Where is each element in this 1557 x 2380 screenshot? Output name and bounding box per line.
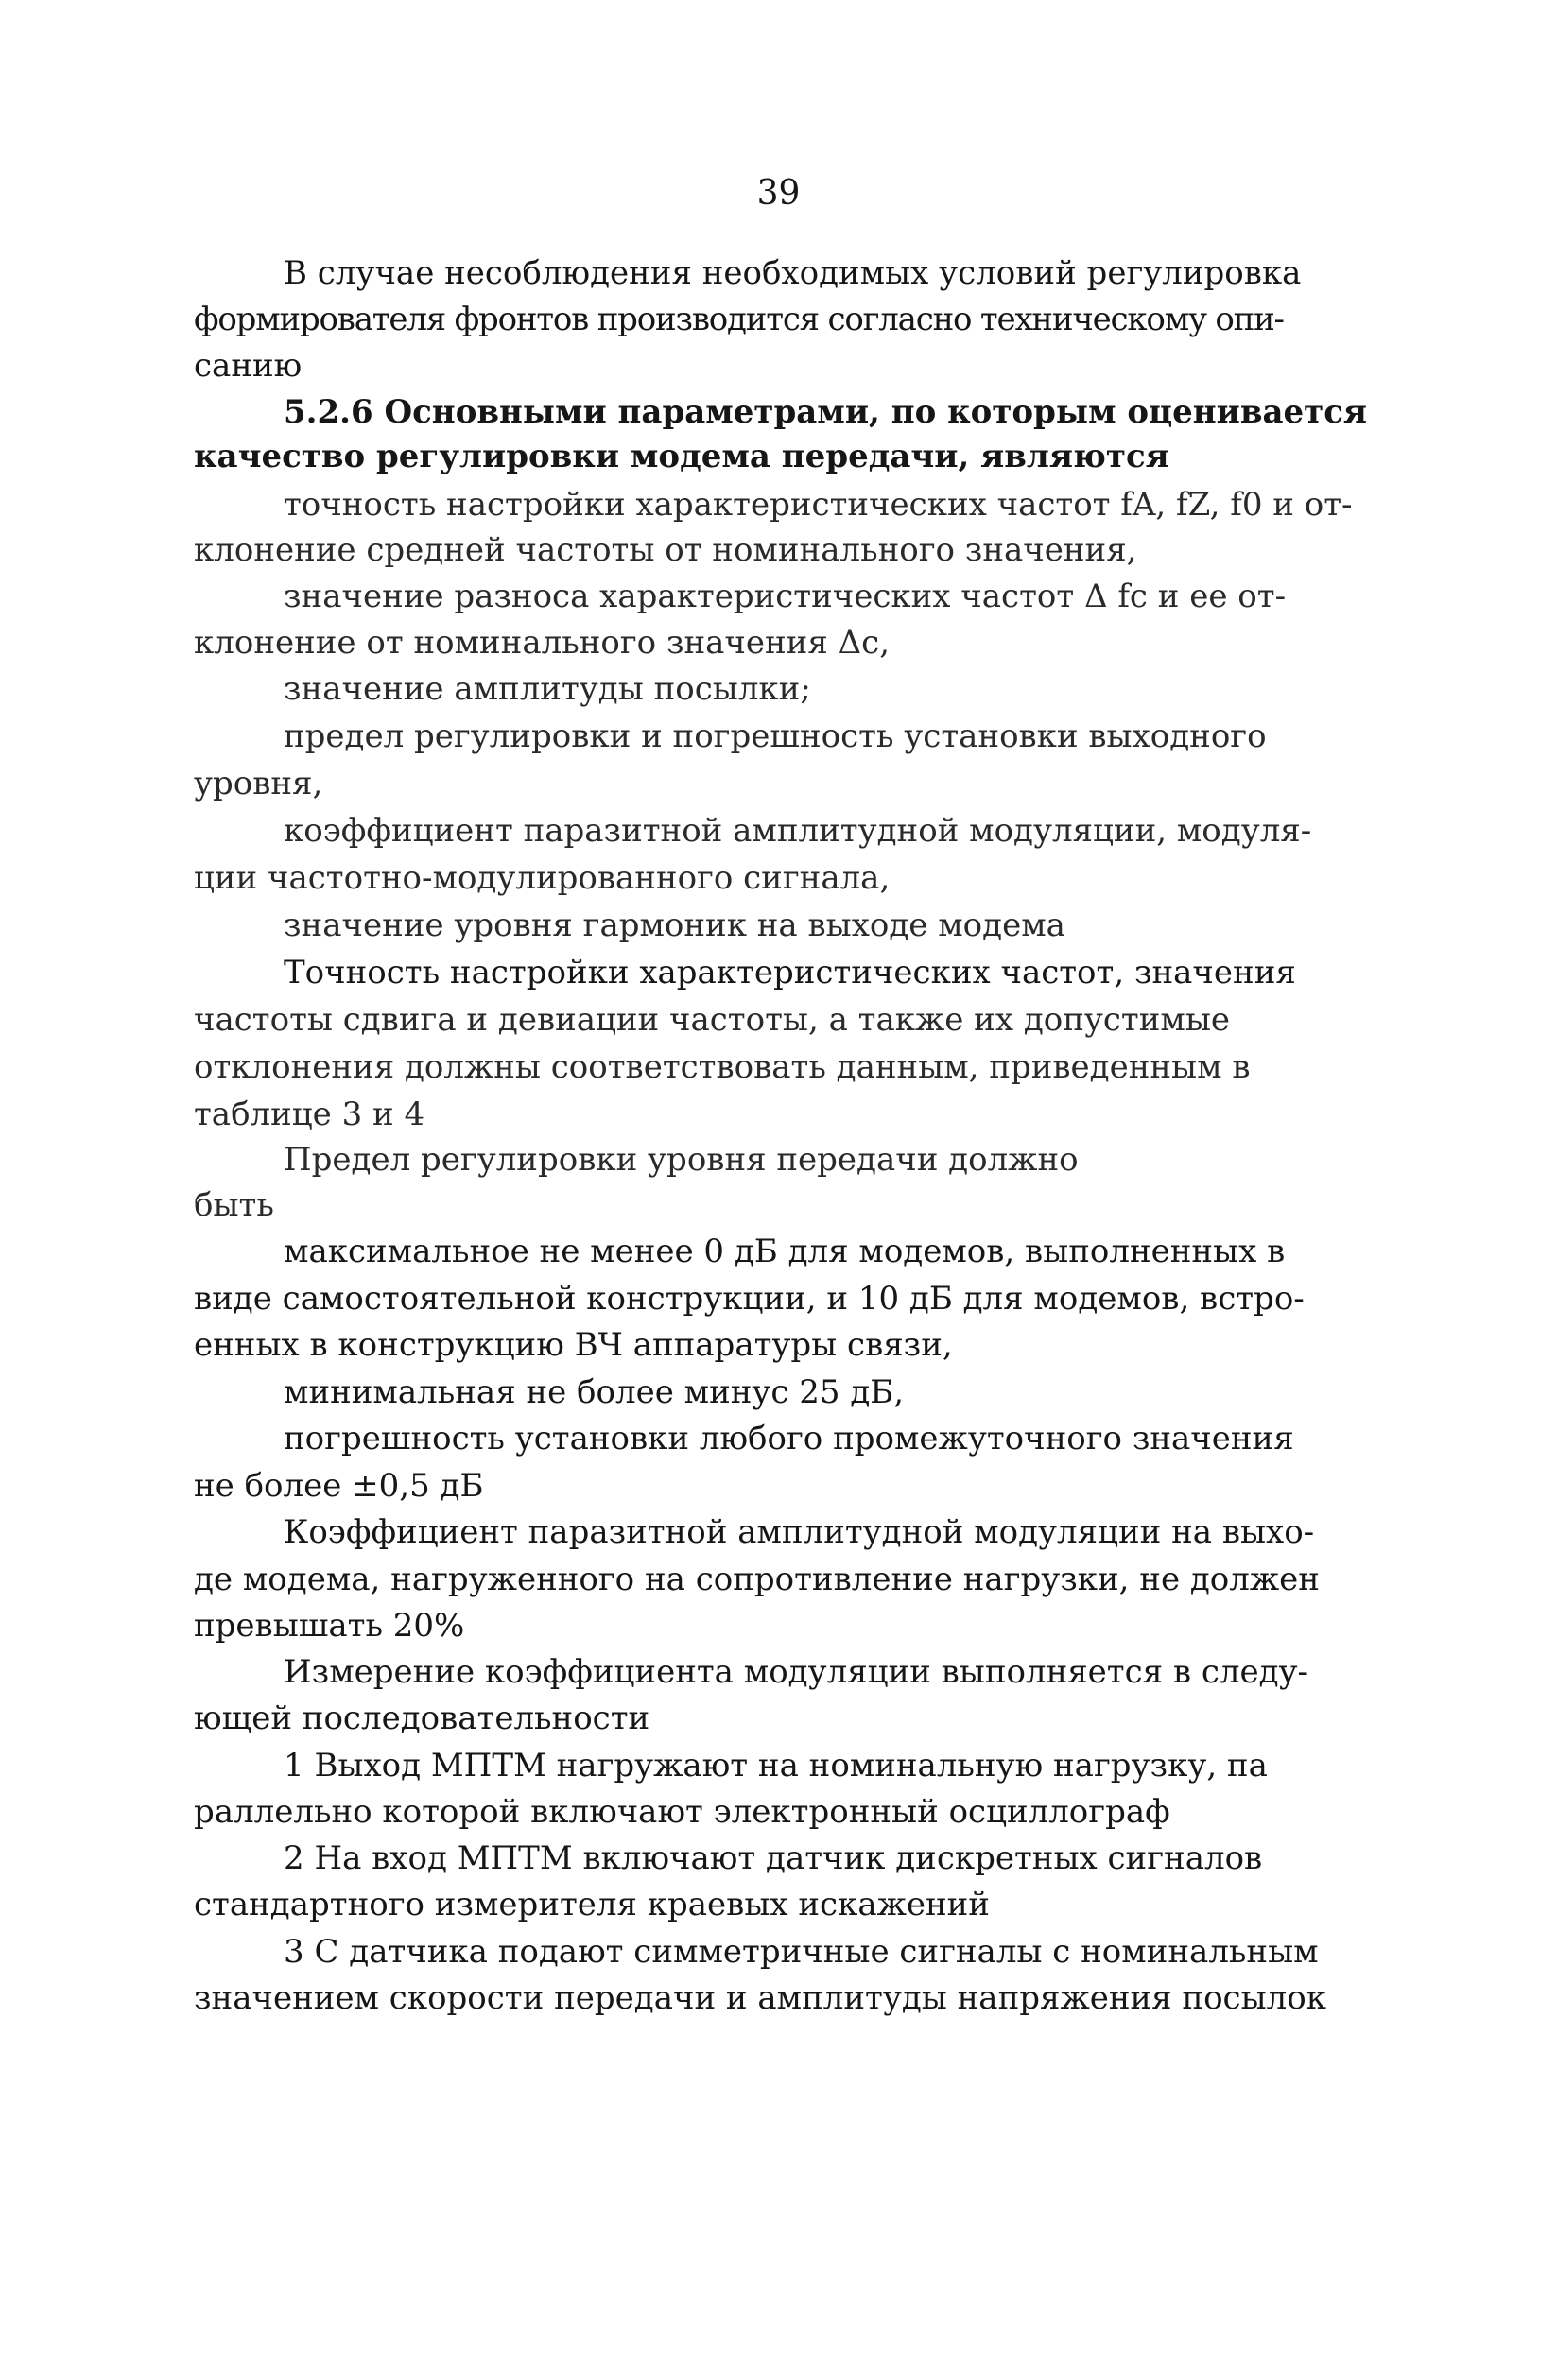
text-line: значение разноса характеристических частот Δ fc и ее от-	[284, 578, 1287, 615]
text-line: 3 С датчика подают симметричные сигналы с номинальным	[284, 1933, 1319, 1971]
text-line: таблице 3 и 4	[194, 1095, 425, 1133]
text-line: быть	[194, 1186, 274, 1224]
text-line: значением скорости передачи и амплитуды напряжения посылок	[194, 1979, 1326, 2017]
text-line: максимальное не менее 0 дБ для модемов, выполненных в	[284, 1233, 1286, 1270]
text-line: 5.2.6 Основными параметрами, по которым оценивается	[284, 393, 1368, 431]
text-line: В случае несоблюдения необходимых условий регулировка	[284, 254, 1302, 292]
text-line: предел регулировки и погрешность установки выходного	[284, 717, 1267, 755]
text-line: не более ±0,5 дБ	[194, 1467, 484, 1505]
text-line: енных в конструкцию ВЧ аппаратуры связи,	[194, 1326, 953, 1364]
text-line: минимальная не более минус 25 дБ,	[284, 1373, 905, 1411]
text-line: раллельно которой включают электронный осциллограф	[194, 1793, 1170, 1831]
text-line: коэффициент паразитной амплитудной модуляции, модуля-	[284, 812, 1312, 850]
text-line: санию	[194, 347, 303, 385]
text-line: ющей последовательности	[194, 1699, 650, 1737]
text-line: Предел регулировки уровня передачи должно	[284, 1141, 1079, 1179]
text-line: формирователя фронтов производится согласно техническому опи-	[194, 301, 1284, 338]
text-line: качество регулировки модема передачи, являются	[194, 438, 1169, 475]
text-line: де модема, нагруженного на сопротивление нагрузки, не должен	[194, 1561, 1320, 1598]
text-line: 2 На вход МПТМ включают датчик дискретных сигналов	[284, 1839, 1263, 1877]
text-line: Точность настройки характеристических частот, значения	[284, 954, 1296, 992]
text-line: точность настройки характеристических частот fA, fZ, f0 и от-	[284, 486, 1353, 524]
text-line: частоты сдвига и девиации частоты, а также их допустимые	[194, 1001, 1231, 1039]
text-line: виде самостоятельной конструкции, и 10 дБ для модемов, встро-	[194, 1280, 1305, 1318]
text-line: отклонения должны соответствовать данным, приведенным в	[194, 1048, 1251, 1086]
text-line: стандартного измерителя краевых искажений	[194, 1886, 990, 1923]
text-line: ции частотно-модулированного сигнала,	[194, 859, 891, 897]
text-line: клонение от номинального значения Δc,	[194, 624, 890, 662]
text-line: значение уровня гармоник на выходе модема	[284, 906, 1065, 944]
text-line: 1 Выход МПТМ нагружают на номинальную нагрузку, па	[284, 1747, 1268, 1785]
text-line: Коэффициент паразитной амплитудной модуляции на выхо-	[284, 1513, 1315, 1551]
text-line: клонение средней частоты от номинального значения,	[194, 531, 1137, 569]
text-line: погрешность установки любого промежуточного значения	[284, 1420, 1294, 1457]
text-line: Измерение коэффициента модуляции выполняется в следу-	[284, 1653, 1309, 1691]
text-line: значение амплитуды посылки;	[284, 670, 811, 708]
page-number: 39	[756, 174, 801, 213]
text-line: превышать 20%	[194, 1607, 465, 1645]
text-line: уровня,	[194, 765, 323, 802]
